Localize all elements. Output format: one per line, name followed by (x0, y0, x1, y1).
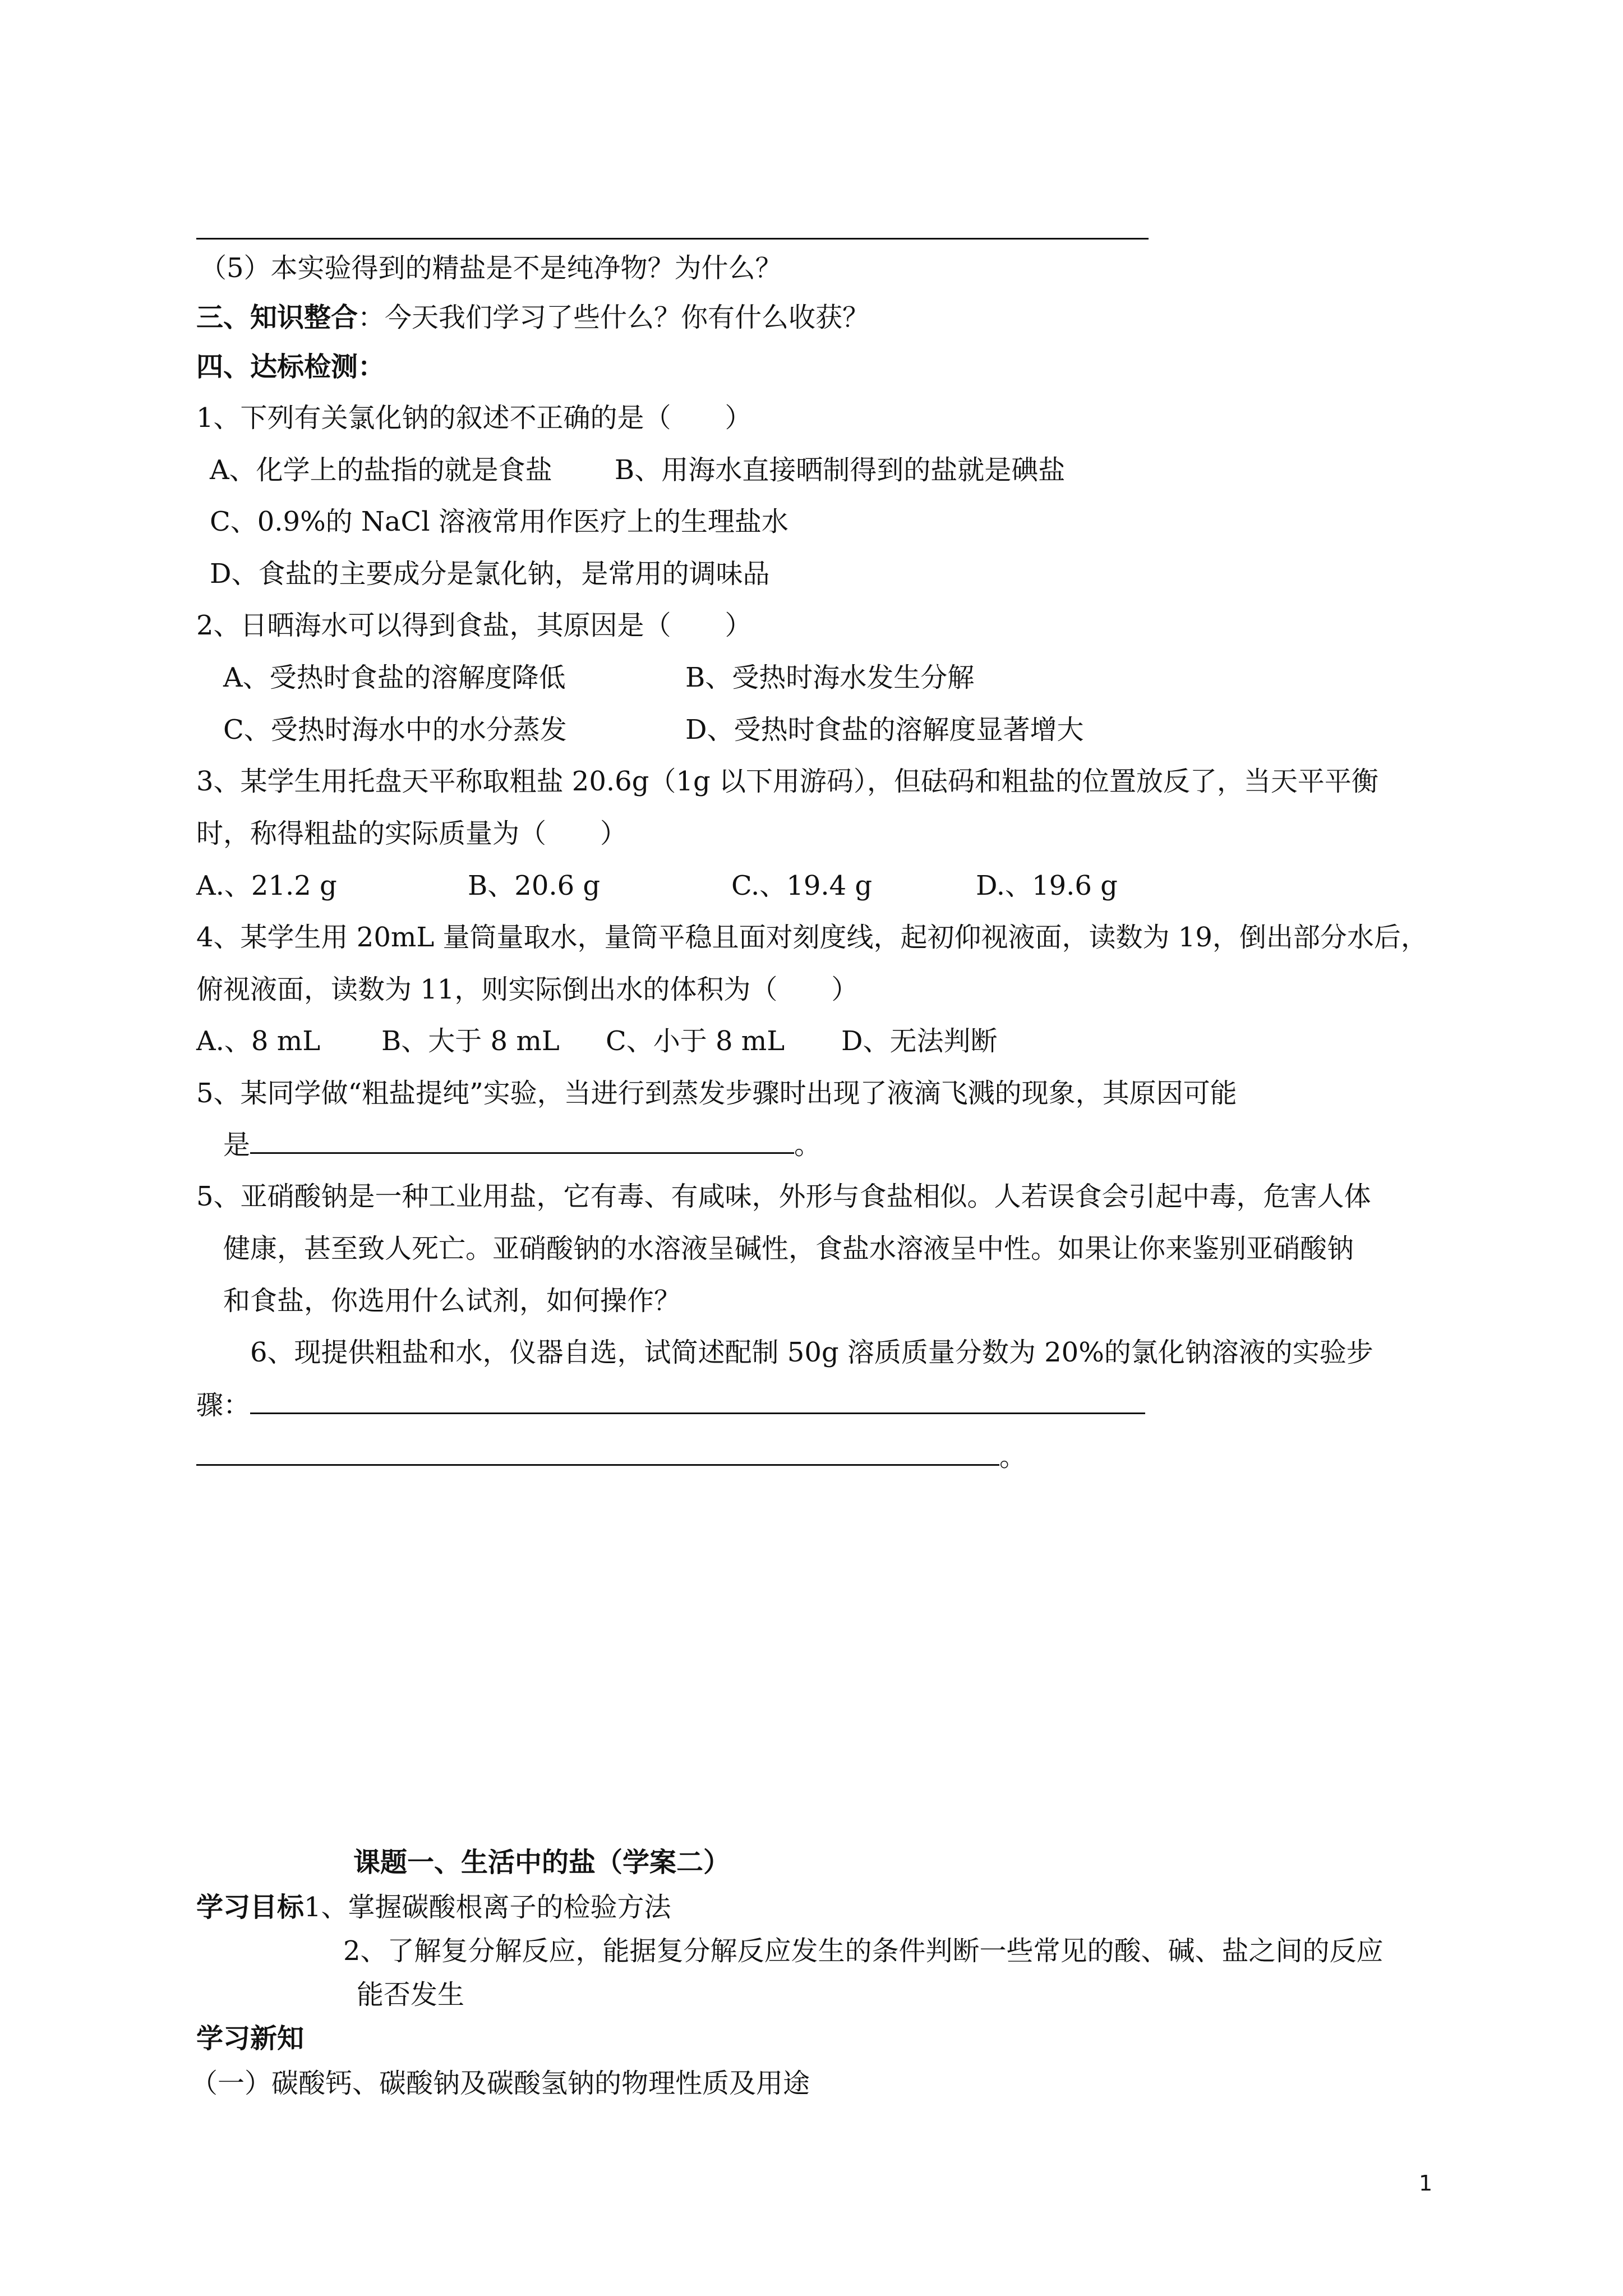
q4-stem-line2: 俯视液面，读数为 11，则实际倒出水的体积为（ ） (196, 974, 859, 1005)
goal-2-line2: 能否发生 (357, 1979, 465, 2010)
q2-option-a: A、受热时食盐的溶解度降低 (223, 662, 566, 693)
goal-1: 1、掌握碳酸根离子的检验方法 (304, 1892, 671, 1923)
lesson2-goals-line1 (196, 1890, 671, 1924)
q3-stem-line1: 3、某学生用托盘天平称取粗盐 20.6g（1g 以下用游码），但砝码和粗盐的位置放反了，当天平平衡 (196, 766, 1378, 797)
goals-label: 学习目标 (196, 1892, 305, 1923)
q1-options-ab: A、化学上的盐指的就是食盐 B、用海水直接晒制得到的盐就是碘盐 (210, 454, 1066, 486)
subsection-1: （一）碳酸钙、碳酸钠及碳酸氢钠的物理性质及用途 (191, 2068, 810, 2099)
q5-experiment-question: （5）本实验得到的精盐是不是纯净物？为什么？ (200, 252, 782, 284)
q3-stem-line2: 时，称得粗盐的实际质量为（ ） (196, 818, 628, 849)
q4-option-a: A.、8 mL (196, 1025, 321, 1057)
q3-option-c: C.、19.4 g (731, 870, 873, 901)
new-knowledge-label: 学习新知 (196, 2023, 305, 2054)
q3-option-a: A.、21.2 g (196, 870, 337, 901)
q4-option-d: D、无法判断 (841, 1025, 998, 1057)
q5b-line2: 健康，甚至致人死亡。亚硝酸钠的水溶液呈碱性，食盐水溶液呈中性。如果让你来鉴别亚硝酸钠 (223, 1233, 1354, 1264)
q2-option-b: B、受热时海水发生分解 (685, 662, 975, 693)
q5a-stem-line2 (223, 1128, 821, 1162)
q4-stem-line1: 4、某学生用 20mL 量筒量取水，量筒平稳且面对刻度线，起初仰视液面，读数为 19，倒出部分水后， (196, 922, 1428, 953)
q5a-answer-blank[interactable] (250, 1128, 794, 1154)
q6-line3 (196, 1439, 1026, 1474)
q5a-stem-line1: 5、某同学做“粗盐提纯”实验，当进行到蒸发步骤时出现了液滴飞溅的现象，其原因可能 (196, 1078, 1237, 1109)
q5a-suffix: 。 (794, 1129, 822, 1161)
q4-option-c: C、小于 8 mL (606, 1025, 785, 1057)
q3-option-d: D.、19.6 g (976, 870, 1118, 901)
q6-prefix: 骤： (196, 1389, 251, 1421)
q5b-line1: 5、亚硝酸钠是一种工业用盐，它有毒、有咸味，外形与食盐相似。人若误食会引起中毒，危害人体 (196, 1181, 1371, 1212)
section3-heading: 三、知识整合 (196, 302, 358, 333)
q5b-line3: 和食盐，你选用什么试剂，如何操作？ (223, 1285, 681, 1317)
q4-option-b: B、大于 8 mL (381, 1025, 560, 1057)
goal-2-line1: 2、了解复分解反应，能据复分解反应发生的条件判断一些常见的酸、碱、盐之间的反应 (343, 1935, 1384, 1967)
q5a-prefix: 是 (223, 1129, 251, 1161)
q1-option-d: D、食盐的主要成分是氯化钠，是常用的调味品 (210, 558, 770, 590)
lesson2-title: 课题一、生活中的盐（学案二） (353, 1847, 731, 1878)
q6-answer-blank-1[interactable] (250, 1388, 1145, 1414)
page-number: 1 (1419, 2171, 1433, 2196)
section4-heading: 四、达标检测： (196, 351, 385, 383)
q2-option-c: C、受热时海水中的水分蒸发 (223, 714, 567, 746)
q6-suffix: 。 (999, 1441, 1027, 1473)
q1-option-c: C、0.9%的 NaCl 溶液常用作医疗上的生理盐水 (210, 506, 789, 537)
q1-stem: 1、下列有关氯化钠的叙述不正确的是（ ） (196, 402, 752, 434)
q6-line2 (196, 1388, 1145, 1422)
q2-stem: 2、日晒海水可以得到食盐，其原因是（ ） (196, 610, 752, 641)
q6-answer-blank-2[interactable] (196, 1439, 999, 1466)
q3-option-b: B、20.6 g (468, 870, 601, 901)
top-rule (196, 238, 1149, 240)
q2-option-d: D、受热时食盐的溶解度显著增大 (685, 714, 1084, 746)
section3-line (196, 301, 869, 334)
section3-text: ：今天我们学习了些什么？你有什么收获？ (358, 302, 870, 333)
q6-line1: 6、现提供粗盐和水，仪器自选，试简述配制 50g 溶质质量分数为 20%的氯化钠溶液的实验步 (250, 1337, 1373, 1368)
